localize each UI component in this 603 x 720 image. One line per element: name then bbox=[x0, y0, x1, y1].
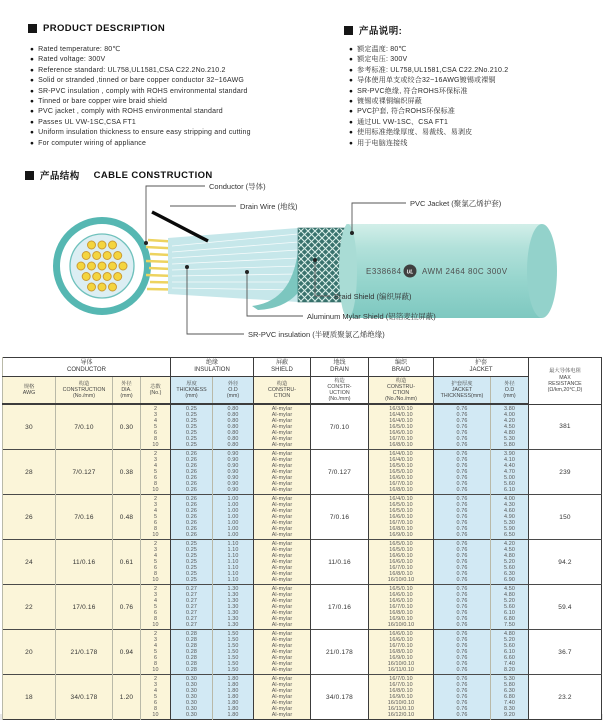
section-marker-icon bbox=[344, 26, 353, 35]
product-description-list bbox=[30, 45, 330, 149]
product-description-zh-list bbox=[349, 45, 599, 149]
cell-dia: 0.48 bbox=[113, 495, 141, 540]
cell-braid: 16/4/0.10 16/5/0.10 16/5/0.10 16/6/0.10 16/7/0.10 16/8/0.10 16/9/0.10 bbox=[369, 495, 434, 540]
section-heading-product-description bbox=[28, 23, 165, 34]
table-row-awg-28 bbox=[3, 450, 602, 495]
section-heading-product-description-zh bbox=[344, 23, 402, 37]
bullet-item: ● Passes UL VW-1SC,CSA FT1 bbox=[30, 118, 330, 128]
cell-jacket-thickness: 0.76 0.76 0.76 0.76 0.76 0.76 0.76 bbox=[434, 495, 491, 540]
cell-construction: 7/0.10 bbox=[56, 404, 113, 450]
cell-drain: 17/0.16 bbox=[311, 585, 369, 630]
header-resistance: 最大导体电阻 MAX RESISTANCE (Ω/km,20℃,D) bbox=[529, 358, 602, 405]
table-row-awg-30 bbox=[3, 404, 602, 450]
cell-dia: 0.38 bbox=[113, 450, 141, 495]
cell-ins-thickness: 0.27 0.27 0.27 0.27 0.27 0.27 0.27 bbox=[171, 585, 213, 630]
bullet-icon: ● bbox=[349, 118, 354, 126]
bullet-item: ● Reference standard: UL758,UL1581,CSA C22.2No.210.2 bbox=[30, 66, 330, 76]
heading-text-en: CABLE CONSTRUCTION bbox=[93, 169, 213, 181]
cell-drain: 34/0.178 bbox=[311, 675, 369, 720]
bullet-icon: ● bbox=[349, 56, 354, 64]
ul-logo-text: UL bbox=[406, 269, 414, 276]
table-row-awg-26 bbox=[3, 495, 602, 540]
bullet-item: ● 用于电脑连接线 bbox=[349, 139, 599, 149]
spec-table bbox=[2, 357, 602, 720]
bullet-item: ● 导体使用单支或绞合32~16AWG镀锡或裸铜 bbox=[349, 76, 599, 86]
bullet-icon: ● bbox=[349, 108, 354, 116]
bullet-icon: ● bbox=[30, 87, 35, 95]
bullet-icon: ● bbox=[349, 98, 354, 106]
cell-braid: 16/4/0.10 16/4/0.10 16/5/0.10 16/5/0.10 16/6/0.10 16/7/0.10 16/8/0.10 bbox=[369, 450, 434, 495]
label-aluminum-mylar-shield: Aluminum Mylar Shield (铝箔麦拉屏蔽) bbox=[307, 312, 436, 321]
cell-ins-thickness: 0.25 0.25 0.25 0.25 0.25 0.25 0.25 bbox=[171, 540, 213, 585]
bullet-item: ● SR-PVC绝缘, 符合ROHS环保标准 bbox=[349, 87, 599, 97]
bullet-icon: ● bbox=[349, 139, 354, 147]
cell-ins-od: 1.30 1.30 1.30 1.30 1.30 1.30 1.30 bbox=[213, 585, 254, 630]
label-braid-shield: Braid Shield (编织屏蔽) bbox=[334, 292, 412, 301]
table-row-awg-18 bbox=[3, 675, 602, 720]
cell-jacket-thickness: 0.76 0.76 0.76 0.76 0.76 0.76 0.76 bbox=[434, 540, 491, 585]
bullet-item: ● PVC jacket , comply with ROHS environmental standard bbox=[30, 107, 330, 117]
column-header-drain: 构造 CONSTR- UCTION (No./mm) bbox=[311, 377, 369, 405]
cell-shield: Al-mylar Al-mylar Al-mylar Al-mylar Al-mylar Al-mylar Al-mylar bbox=[254, 585, 311, 630]
cell-ins-od: 0.80 0.80 0.80 0.80 0.80 0.80 0.80 bbox=[213, 404, 254, 450]
cell-awg: 18 bbox=[3, 675, 56, 720]
cell-shield: Al-mylar Al-mylar Al-mylar Al-mylar Al-mylar Al-mylar Al-mylar bbox=[254, 404, 311, 450]
bullet-item: ● 通过UL VW-1SC、CSA FT1 bbox=[349, 118, 599, 128]
jacket-print-spec: AWM 2464 80C 300V bbox=[422, 267, 508, 276]
cell-jacket-thickness: 0.76 0.76 0.76 0.76 0.76 0.76 0.76 bbox=[434, 404, 491, 450]
cell-resistance: 150 bbox=[529, 495, 602, 540]
cell-construction: 21/0.178 bbox=[56, 630, 113, 675]
column-header-awg: 规格 AWG bbox=[3, 377, 56, 405]
jacket-print-cert: E338684 bbox=[366, 267, 402, 276]
label-conductor: Conductor (导体) bbox=[209, 182, 266, 191]
group-header-shield: 屏蔽 SHIELD bbox=[254, 358, 311, 377]
bullet-icon: ● bbox=[30, 118, 35, 126]
group-header-drain: 地线 DRAIN bbox=[311, 358, 369, 377]
cell-resistance: 381 bbox=[529, 404, 602, 450]
bullet-item: ● 使用标准绝缘厚度、易裁线、易剥皮 bbox=[349, 128, 599, 138]
cell-jacket-thickness: 0.76 0.76 0.76 0.76 0.76 0.76 0.76 bbox=[434, 450, 491, 495]
heading-text-zh: 产品结构 bbox=[40, 171, 80, 182]
cell-ins-thickness: 0.26 0.26 0.26 0.26 0.26 0.26 0.26 bbox=[171, 495, 213, 540]
column-header-construction: 构造 CONSTRUCTION (No./mm) bbox=[56, 377, 113, 405]
column-header-cores: 芯数 (No.) bbox=[141, 377, 171, 405]
cell-jacket-thickness: 0.76 0.76 0.76 0.76 0.76 0.76 0.76 bbox=[434, 675, 491, 720]
cell-braid: 16/6/0.10 16/6/0.10 16/7/0.10 16/8/0.10 16/9/0.10 16/10/0.10 16/11/0.10 bbox=[369, 630, 434, 675]
group-header-jacket: 护套 JACKET bbox=[434, 358, 529, 377]
group-header-conductor: 导体 CONDUCTOR bbox=[3, 358, 171, 377]
bullet-icon: ● bbox=[30, 108, 35, 116]
cell-cores: 2 3 4 5 6 8 10 bbox=[141, 495, 171, 540]
cell-construction: 7/0.16 bbox=[56, 495, 113, 540]
bullet-item: ● Tinned or bare copper wire braid shield bbox=[30, 97, 330, 107]
section-marker-icon bbox=[28, 24, 37, 33]
cell-ins-thickness: 0.30 0.30 0.30 0.30 0.30 0.30 0.30 bbox=[171, 675, 213, 720]
cell-drain: 7/0.10 bbox=[311, 404, 369, 450]
column-header-ins-thickness: 厚度 THICKNESS (mm) bbox=[171, 377, 213, 405]
bullet-icon: ● bbox=[30, 66, 35, 74]
heading-text: PRODUCT DESCRIPTION bbox=[43, 23, 166, 34]
cell-resistance: 239 bbox=[529, 450, 602, 495]
cell-awg: 24 bbox=[3, 540, 56, 585]
cell-braid: 16/5/0.10 16/6/0.10 16/6/0.10 16/7/0.10 16/8/0.10 16/9/0.10 16/10/0.10 bbox=[369, 585, 434, 630]
bullet-item: ● 额定电压: 300V bbox=[349, 55, 599, 65]
bullet-icon: ● bbox=[349, 77, 354, 85]
bullet-item: ● For computer wiring of appliance bbox=[30, 139, 330, 149]
cell-construction: 34/0.178 bbox=[56, 675, 113, 720]
cell-drain: 7/0.127 bbox=[311, 450, 369, 495]
cable-construction-diagram bbox=[0, 178, 603, 358]
cell-jacket-od: 3.90 4.10 4.40 4.70 5.00 5.60 6.10 bbox=[491, 450, 529, 495]
label-pvc-jacket: PVC Jacket (聚氯乙烯护套) bbox=[410, 199, 502, 208]
cell-dia: 1.20 bbox=[113, 675, 141, 720]
cable-side-view bbox=[146, 212, 557, 318]
bullet-icon: ● bbox=[30, 129, 35, 137]
bullet-icon: ● bbox=[30, 56, 35, 64]
bullet-icon: ● bbox=[30, 77, 35, 85]
bullet-icon: ● bbox=[30, 98, 35, 106]
cell-braid: 16/5/0.10 16/5/0.10 16/6/0.10 16/6/0.10 16/7/0.10 16/8/0.10 16/10/0.10 bbox=[369, 540, 434, 585]
bullet-item: ● Rated voltage: 300V bbox=[30, 55, 330, 65]
cell-jacket-od: 3.80 4.00 4.20 4.50 4.80 5.30 5.80 bbox=[491, 404, 529, 450]
cell-jacket-od: 5.30 5.80 6.30 6.80 7.40 8.30 9.20 bbox=[491, 675, 529, 720]
bullet-item: ● Rated temperature: 80℃ bbox=[30, 45, 330, 55]
bullet-icon: ● bbox=[30, 139, 35, 147]
bullet-icon: ● bbox=[30, 46, 35, 53]
cell-awg: 28 bbox=[3, 450, 56, 495]
cell-shield: Al-mylar Al-mylar Al-mylar Al-mylar Al-mylar Al-mylar Al-mylar bbox=[254, 675, 311, 720]
cell-construction: 7/0.127 bbox=[56, 450, 113, 495]
bullet-item: ● 镀锡或裸铜编织屏蔽 bbox=[349, 97, 599, 107]
cell-ins-thickness: 0.28 0.28 0.28 0.28 0.28 0.28 0.28 bbox=[171, 630, 213, 675]
bullet-item: ● SR-PVC insulation , comply with ROHS environmental standard bbox=[30, 87, 330, 97]
label-drain-wire: Drain Wire (地线) bbox=[240, 202, 298, 211]
bullet-item: ● 额定温度: 80℃ bbox=[349, 45, 599, 55]
cell-awg: 22 bbox=[3, 585, 56, 630]
bullet-icon: ● bbox=[349, 46, 354, 53]
cell-dia: 0.61 bbox=[113, 540, 141, 585]
cell-dia: 0.76 bbox=[113, 585, 141, 630]
column-header-jacket-thickness: 护套厚度 JACKET THICKNESS(mm) bbox=[434, 377, 491, 405]
cell-drain: 21/0.178 bbox=[311, 630, 369, 675]
cell-construction: 17/0.16 bbox=[56, 585, 113, 630]
bullet-item: ● Solid or stranded ,tinned or bare copper conductor 32~16AWG bbox=[30, 76, 330, 86]
cell-jacket-thickness: 0.76 0.76 0.76 0.76 0.76 0.76 0.76 bbox=[434, 630, 491, 675]
cell-ins-od: 1.50 1.50 1.50 1.50 1.50 1.50 1.50 bbox=[213, 630, 254, 675]
cell-cores: 2 3 4 5 6 8 10 bbox=[141, 404, 171, 450]
cell-drain: 11/0.16 bbox=[311, 540, 369, 585]
group-header-insulation: 绝缘 INSULATION bbox=[171, 358, 254, 377]
cell-resistance: 36.7 bbox=[529, 630, 602, 675]
cell-ins-od: 1.00 1.00 1.00 1.00 1.00 1.00 1.00 bbox=[213, 495, 254, 540]
table-row-awg-24 bbox=[3, 540, 602, 585]
cell-awg: 30 bbox=[3, 404, 56, 450]
cell-ins-thickness: 0.25 0.25 0.25 0.25 0.25 0.25 0.25 bbox=[171, 404, 213, 450]
cell-cores: 2 3 4 5 6 8 10 bbox=[141, 540, 171, 585]
group-header-braid: 编织 BRAID bbox=[369, 358, 434, 377]
table-row-awg-20 bbox=[3, 630, 602, 675]
column-header-ins-od: 外径 O.D (mm) bbox=[213, 377, 254, 405]
cell-braid: 16/7/0.10 16/7/0.10 16/8/0.10 16/9/0.10 16/10/0.10 16/11/0.10 16/12/0.10 bbox=[369, 675, 434, 720]
bullet-icon: ● bbox=[349, 87, 354, 95]
cell-shield: Al-mylar Al-mylar Al-mylar Al-mylar Al-mylar Al-mylar Al-mylar bbox=[254, 495, 311, 540]
cell-dia: 0.94 bbox=[113, 630, 141, 675]
cell-cores: 2 3 4 5 6 8 10 bbox=[141, 450, 171, 495]
column-header-jacket-od: 外径 O.D (mm) bbox=[491, 377, 529, 405]
drain-wire-graphic bbox=[152, 212, 208, 241]
cell-resistance: 94.2 bbox=[529, 540, 602, 585]
cell-resistance: 59.4 bbox=[529, 585, 602, 630]
cell-ins-thickness: 0.26 0.26 0.26 0.26 0.26 0.26 0.26 bbox=[171, 450, 213, 495]
cell-construction: 11/0.16 bbox=[56, 540, 113, 585]
cell-ins-od: 1.80 1.80 1.80 1.80 1.80 1.80 1.80 bbox=[213, 675, 254, 720]
cell-jacket-od: 4.80 5.20 5.60 6.10 6.60 7.40 8.20 bbox=[491, 630, 529, 675]
cell-dia: 0.30 bbox=[113, 404, 141, 450]
cell-cores: 2 3 4 5 6 8 10 bbox=[141, 630, 171, 675]
bullet-icon: ● bbox=[349, 66, 354, 74]
table-row-awg-22 bbox=[3, 585, 602, 630]
cell-awg: 20 bbox=[3, 630, 56, 675]
cell-jacket-od: 4.20 4.50 4.80 5.20 5.60 6.30 6.90 bbox=[491, 540, 529, 585]
cable-cross-section bbox=[57, 221, 148, 312]
column-header-dia: 外径 DIA. (mm) bbox=[113, 377, 141, 405]
cell-cores: 2 3 4 5 6 8 10 bbox=[141, 585, 171, 630]
cell-shield: Al-mylar Al-mylar Al-mylar Al-mylar Al-mylar Al-mylar Al-mylar bbox=[254, 630, 311, 675]
column-header-braid: 构造 CONSTRU- CTION (No./No./mm) bbox=[369, 377, 434, 405]
cell-ins-od: 1.10 1.10 1.10 1.10 1.10 1.10 1.10 bbox=[213, 540, 254, 585]
cell-resistance: 23.2 bbox=[529, 675, 602, 720]
cell-braid: 16/3/0.10 16/4/0.10 16/4/0.10 16/5/0.10 16/6/0.10 16/7/0.10 16/8/0.10 bbox=[369, 404, 434, 450]
bullet-icon: ● bbox=[349, 129, 354, 137]
column-header-shield: 构造 CONSTRU- CTION bbox=[254, 377, 311, 405]
cell-jacket-thickness: 0.76 0.76 0.76 0.76 0.76 0.76 0.76 bbox=[434, 585, 491, 630]
bullet-item: ● Uniform insulation thickness to ensure easy stripping and cutting bbox=[30, 128, 330, 138]
cell-awg: 26 bbox=[3, 495, 56, 540]
cell-shield: Al-mylar Al-mylar Al-mylar Al-mylar Al-mylar Al-mylar Al-mylar bbox=[254, 450, 311, 495]
cell-jacket-od: 4.00 4.30 4.60 4.90 5.30 5.90 6.50 bbox=[491, 495, 529, 540]
label-sr-pvc-insulation: SR-PVC insulation (半硬质聚氯乙烯绝缘) bbox=[248, 330, 385, 339]
cell-ins-od: 0.90 0.90 0.90 0.90 0.90 0.90 0.90 bbox=[213, 450, 254, 495]
cell-jacket-od: 4.50 4.80 5.20 5.60 6.10 6.80 7.50 bbox=[491, 585, 529, 630]
cell-drain: 7/0.16 bbox=[311, 495, 369, 540]
bullet-item: ● PVC护套, 符合ROHS环保标准 bbox=[349, 107, 599, 117]
bullet-item: ● 参考标准: UL758,UL1581,CSA C22.2No.210.2 bbox=[349, 66, 599, 76]
cell-shield: Al-mylar Al-mylar Al-mylar Al-mylar Al-mylar Al-mylar Al-mylar bbox=[254, 540, 311, 585]
heading-text: 产品说明: bbox=[359, 26, 403, 37]
cell-cores: 2 3 4 5 6 8 10 bbox=[141, 675, 171, 720]
